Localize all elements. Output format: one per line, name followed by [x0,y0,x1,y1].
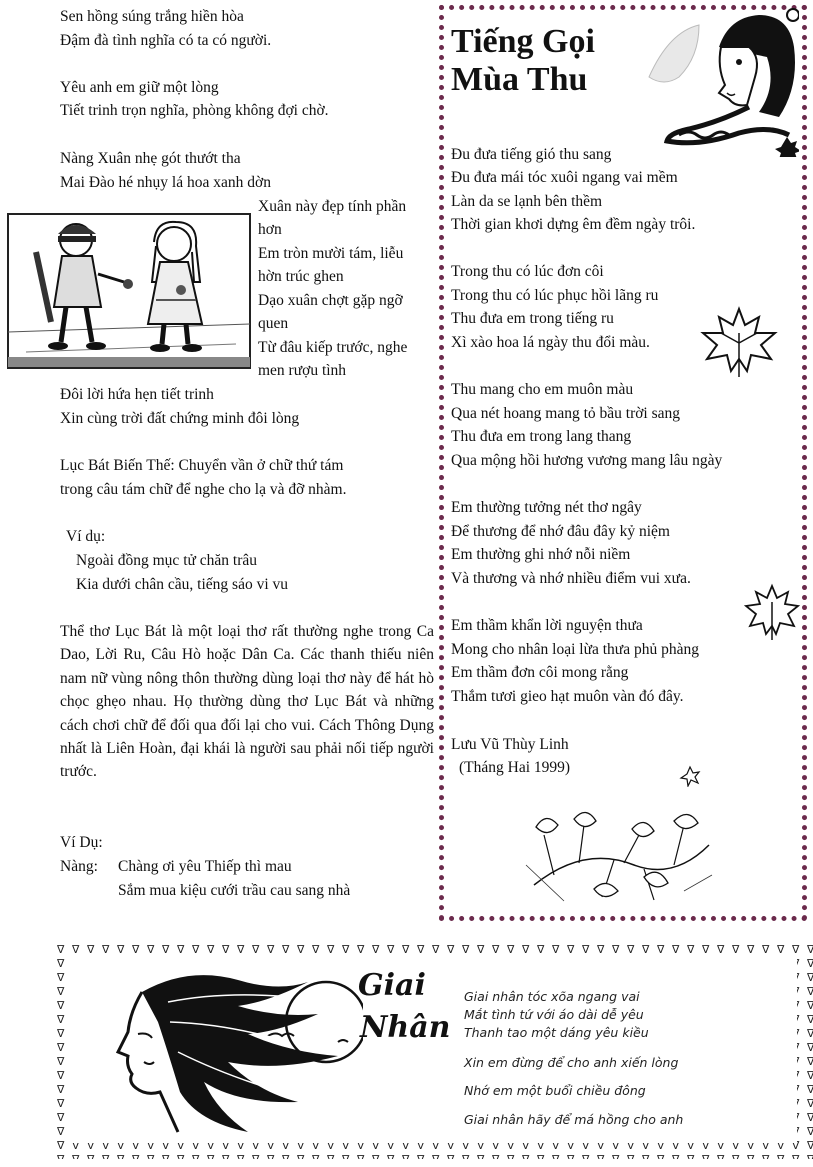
poem-line: Em tròn mười tám, liễu [258,245,404,262]
poem-line: Trong thu có lúc phục hồi lãng ru [451,287,659,304]
poem-line: hơn [258,221,282,238]
poem-line: Và thương và nhớ nhiều điểm vui xưa. [451,570,691,587]
example-line: Ngoài đồng mục tử chăn trâu [76,552,258,569]
poem-title [451,23,595,99]
poem-author: Lưu Vũ Thùy Linh [451,736,569,753]
poem-panel [439,5,807,921]
poem-line: quen [258,315,289,332]
poem-line: Em thầm đơn côi mong rằng [451,664,629,681]
poem-line: Trong thu có lúc đơn côi [451,263,604,280]
poem-line: Mai Đào hé nhụy lá hoa xanh dờn [60,174,271,191]
poem-line: Qua nét hoang mang tỏ bầu trời sang [451,405,681,422]
poem-line: Đu đưa tiếng gió thu sang [451,146,612,163]
example-line: Sắm mua kiệu cưới trầu cau sang nhà [118,882,351,899]
poem-line: Đôi lời hứa hẹn tiết trinh [60,386,214,403]
giai-nhan-box [56,942,813,1159]
poem-line: Mắt tình tứ với áo dài dễ yêu [464,1007,644,1022]
poem-line: hờn trúc ghen [258,268,344,285]
giai-nhan-title: Giai [358,968,426,1003]
poem-line: men rượu tình [258,362,347,379]
maple-leaf-icon [697,303,781,377]
left-column [0,0,440,920]
poem-line: Dạo xuân chợt gặp ngỡ [258,292,403,309]
title-line: Tiếng Gọi [451,23,595,60]
poem-line: Thu đưa em trong lang thang [451,428,632,445]
poem-line: Thu mang cho em muôn màu [451,381,634,398]
explanation-line: Lục Bát Biến Thế: Chuyển vần ở chữ thứ tám [60,457,344,474]
poem-line: Em thầm khẩn lời nguyện thưa [451,617,643,634]
title-line: Mùa Thu [451,61,588,98]
poem-line: Thu đưa em trong tiếng ru [451,310,614,327]
poem-line: Đu đưa mái tóc xuôi ngang vai mềm [451,169,678,186]
children-illustration [6,212,252,370]
poem-line: Mong cho nhân loại lừa thưa phủ phàng [451,641,699,658]
example-line: Chàng ơi yêu Thiếp thì mau [118,858,292,875]
poem-line: Từ đâu kiếp trước, nghe [258,339,408,356]
example-label: Ví dụ: [66,528,106,545]
example-line: Kia dưới chân cầu, tiếng sáo vi vu [76,576,289,593]
poem-line: Thanh tao một dáng yêu kiều [464,1025,649,1040]
poem-line: Em thường tưởng nét thơ ngây [451,499,642,516]
example-label: Ví Dụ: [60,834,103,851]
poem-line: Để thương để nhớ đâu đây kỷ niệm [451,523,670,540]
maple-leaf-icon [744,582,802,640]
small-leaf-icon [679,765,701,787]
explanation-line: trong câu tám chữ để nghe cho lạ và đỡ nhàm. [60,481,347,498]
poem-line: Qua mộng hồi hương vương mang lâu ngày [451,452,723,469]
paragraph: Thể thơ Lục Bát là một loại thơ rất thường nghe trong Ca Dao, Lời Ru, Câu Hò hoặc Dân Ca. Các thanh thiếu niên nam nữ vùng nông thôn thường dùng loại thơ này để hát hò chọc ghẹo nhau. Họ thường dùng thơ Lục Bát và những cách chơi chữ để đối qua đối lại cho vui. Cách Thông Dụng nhất là Liên Hoàn, đại khái là người sau phải nối tiếp người trước. [60,623,434,781]
poem-date: (Tháng Hai 1999) [459,759,571,776]
poem-line: Thời gian khơi dựng êm đềm ngày trôi. [451,216,696,233]
poem-line: Giai nhân tóc xõa ngang vai [464,989,640,1004]
woman-profile-illustration [108,962,363,1147]
giai-nhan-title: Nhân [360,1010,451,1045]
poem-line: Sen hồng súng trắng hiền hòa [60,8,244,25]
poem-line: Em thường ghi nhớ nỗi niềm [451,546,631,563]
poem-line: Thắm tươi gieo hạt muôn vàn đó đây. [451,688,684,705]
woman-portrait-illustration [639,7,799,157]
poem-line: Đậm đà tình nghĩa có ta có người. [60,32,272,49]
poem-line: Nàng Xuân nhẹ gót thướt tha [60,150,241,167]
poem-line: Làn da se lạnh bên thềm [451,193,603,210]
poem-line: Nhớ em một buổi chiều đông [464,1083,646,1098]
poem-line: Xuân này đẹp tính phần [258,198,407,215]
poem-line: Xin em đừng để cho anh xiến lòng [464,1055,679,1070]
poem-line: Xin cùng trời đất chứng minh đôi lòng [60,410,300,427]
poem-line: Giai nhân hãy để má hồng cho anh [464,1112,684,1127]
speaker-label: Nàng: [60,858,98,875]
poem-line: Yêu anh em giữ một lòng [60,79,219,96]
poem-line: Tiết trinh trọn nghĩa, phòng không đợi chờ. [60,102,329,119]
branch-sketch-illustration [524,805,714,905]
poem-line: Xì xào hoa lá ngày thu đổi màu. [451,334,650,351]
